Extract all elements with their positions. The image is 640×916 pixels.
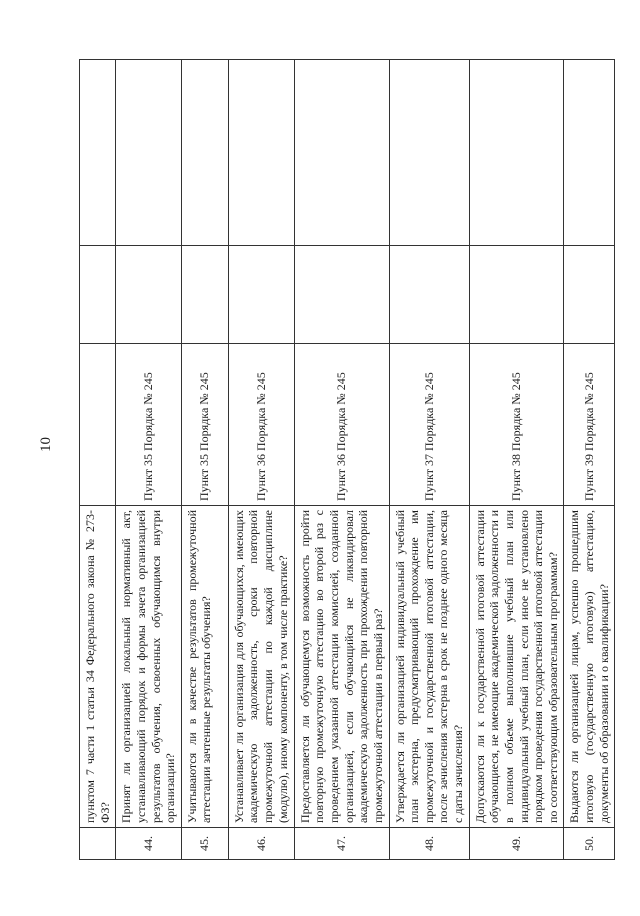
cell-empty	[181, 60, 228, 246]
cell-empty	[228, 60, 294, 246]
table-row-continuation	[80, 60, 116, 860]
table-row	[294, 60, 389, 860]
row-number: 50.	[564, 828, 615, 860]
legal-reference: Пункт 36 Порядка № 245	[228, 344, 294, 506]
table-row	[564, 60, 615, 860]
cell-empty	[469, 246, 564, 344]
question-text: Устанавливает ли организация для обучающихся, имеющих академическую задолженность, сроки повторной промежуточной аттестации по каждой дисциплине (модулю), иному компоненту, в том числе практике?	[228, 506, 294, 828]
question-text: Принят ли организацией локальный нормативный акт, устанавливающий порядок и формы зачета организацией результатов обучения, освоенных обучающимся внутри организации?	[116, 506, 182, 828]
question-text: Утверждается ли организацией индивидуальный учебный план экстерна, предусматривающий прохождение им промежуточной и государственной итоговой аттестации, после зачисления экстерна в срок не позднее одного месяца с даты зачисления?	[389, 506, 469, 828]
question-text: Выдаются ли организацией лицам, успешно прошедшим итоговую (государственную итоговую) аттестацию, документы об образовании и о квалификации?	[564, 506, 615, 828]
question-text: Допускаются ли к государственной итоговой аттестации обучающиеся, не имеющие академической задолженности и в полном объеме выполнившие учебный план или индивидуальный учебный план, если иное не установлено порядком проведения государственной итоговой аттестации по соответствующим образовательным программам?	[469, 506, 564, 828]
table-row	[228, 60, 294, 860]
table-row	[389, 60, 469, 860]
row-number: 48.	[389, 828, 469, 860]
legal-reference: Пункт 39 Порядка № 245	[564, 344, 615, 506]
cell-empty	[228, 246, 294, 344]
legal-reference: Пункт 35 Порядка № 245	[181, 344, 228, 506]
cell-empty	[80, 246, 116, 344]
question-text: Предоставляется ли обучающемуся возможность пройти повторную промежуточную аттестацию во второй раз с проведением указанной аттестации комиссией, созданной организацией, если обучающийся не ликвидировал академическую задолженность при прохождении повторной промежуточной аттестации в первый раз?	[294, 506, 389, 828]
table-row	[181, 60, 228, 860]
table-row	[116, 60, 182, 860]
row-number: 46.	[228, 828, 294, 860]
cell-empty	[469, 60, 564, 246]
cell-empty	[181, 246, 228, 344]
legal-reference: Пункт 38 Порядка № 245	[469, 344, 564, 506]
cell-empty	[564, 60, 615, 246]
legal-reference: Пункт 37 Порядка № 245	[389, 344, 469, 506]
cell-num-empty	[80, 828, 116, 860]
row-number: 47.	[294, 828, 389, 860]
page-number: 10	[38, 437, 54, 452]
row-number: 44.	[116, 828, 182, 860]
cell-empty	[294, 60, 389, 246]
legal-reference: Пункт 35 Порядка № 245	[116, 344, 182, 506]
cell-empty	[389, 246, 469, 344]
cell-empty	[116, 246, 182, 344]
checklist-table	[79, 59, 615, 860]
row-number: 45.	[181, 828, 228, 860]
table-row	[469, 60, 564, 860]
cell-continuation-text: пунктом 7 части 1 статьи 34 Федерального закона № 273-ФЗ?	[80, 506, 116, 828]
row-number: 49.	[469, 828, 564, 860]
cell-empty	[80, 60, 116, 246]
cell-empty	[116, 60, 182, 246]
cell-empty	[294, 246, 389, 344]
legal-reference: Пункт 36 Порядка № 245	[294, 344, 389, 506]
cell-empty	[564, 246, 615, 344]
cell-empty	[389, 60, 469, 246]
question-text: Учитываются ли в качестве результатов промежуточной аттестации зачтенные результаты обучения?	[181, 506, 228, 828]
cell-empty	[80, 344, 116, 506]
rotated-table-container	[79, 60, 611, 860]
